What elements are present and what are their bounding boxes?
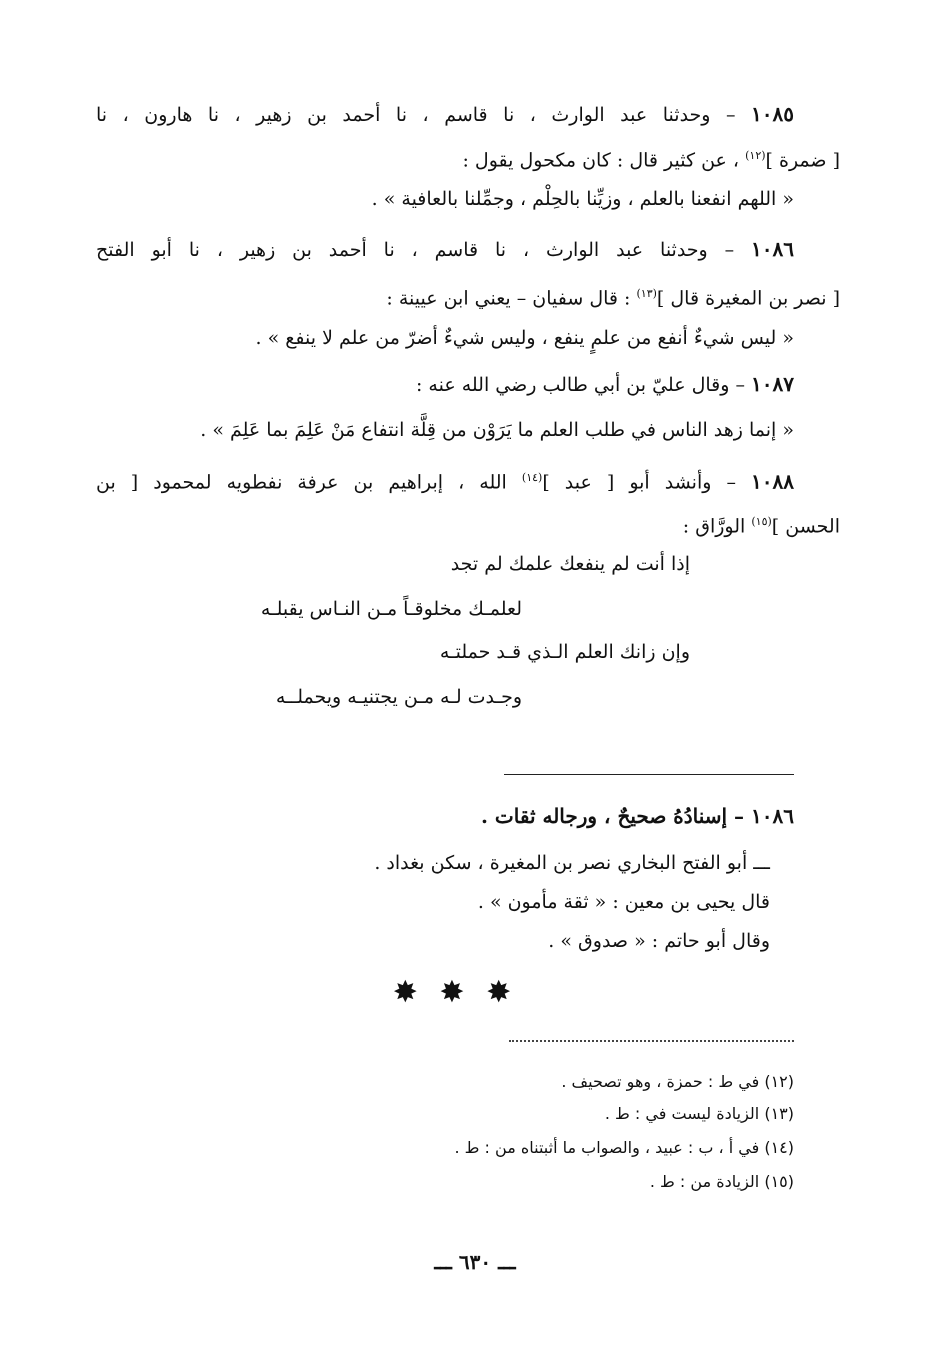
- star-separator-icon: ✸ ✸ ✸: [392, 975, 518, 1010]
- entry-text: – وحدثنا عبد الوارث ، نا قاسم ، نا أحمد بن زهير ، نا أبو الفتح: [96, 239, 735, 261]
- entry-1085-quote: « اللهم انفعنا بالعلم ، وزيِّنا بالحِلْم ، وجمِّلنا بالعافية » .: [371, 188, 794, 210]
- footnote-12: (١٢) في ط : حمزة ، وهو تصحيف .: [561, 1072, 794, 1091]
- commentary-line-2: قال يحيى بن معين : « ثقة مأمون » .: [477, 891, 770, 913]
- commentary-divider: [504, 774, 794, 775]
- entry-text: : قال سفيان – يعني ابن عيينة :: [386, 287, 631, 310]
- entry-1085-line-1: [96, 100, 794, 129]
- entry-text: – وحدثنا عبد الوارث ، نا قاسم ، نا أحمد بن زهير ، نا هارون ، نا: [96, 104, 736, 126]
- footnote-ref: (١٢): [745, 149, 766, 162]
- entry-1088-line-2: [683, 508, 840, 540]
- page-number: ـــ ٦٣٠ ـــ: [434, 1250, 516, 1274]
- entry-1088-line-1: [96, 464, 794, 496]
- entry-text: الله ، إبراهيم بن عرفة نفطويه لمحمود [ بن: [96, 471, 507, 494]
- commentary-heading: ١٠٨٦ – إسنادُهُ صحيحٌ ، ورجاله ثقات .: [481, 804, 794, 828]
- verse-2: لعلمـك مخلوقـاً مـن النـاس يقبلـه: [260, 598, 522, 620]
- footnote-divider: [509, 1040, 794, 1042]
- entry-number: ١٠٨٥: [751, 102, 794, 126]
- verse-1: إذا أنت لم ينفعك علمك لم تجد: [450, 553, 690, 575]
- entry-text: الورَّاق :: [682, 515, 746, 538]
- entry-1086-line-2: [386, 280, 840, 312]
- footnote-ref: (١٥): [751, 515, 772, 528]
- entry-1085-line-2: [462, 142, 840, 174]
- footnote-15: (١٥) الزيادة من : ط .: [649, 1172, 794, 1191]
- entry-1087-quote: « إنما زهد الناس في طلب العلم ما يَرَوْن من قِلَّة انتفاع مَنْ عَلِمَ بما عَلِمَ » .: [200, 419, 794, 441]
- footnote-13: (١٣) الزيادة ليست في : ط .: [604, 1104, 794, 1123]
- bracket-text: الحسن ]: [771, 515, 840, 538]
- footnote-ref: (١٤): [521, 471, 543, 484]
- entry-1087-line-1: [416, 370, 794, 399]
- footnote-14: (١٤) في أ ، ب : عبيد ، والصواب ما أثبتناه من : ط .: [454, 1138, 794, 1157]
- entry-number: ١٠٨٨: [751, 469, 794, 494]
- verse-4: وجـدت لـه مـن يجتنيـه ويحملــه: [275, 686, 522, 708]
- entry-number: ١٠٨٧: [751, 372, 794, 396]
- entry-number: ١٠٨٦: [751, 237, 794, 261]
- entry-1086-line-1: [96, 235, 794, 264]
- commentary-line-3: وقال أبو حاتم : « صدوق » .: [548, 930, 770, 952]
- entry-text: ، عن كثير قال : كان مكحول يقول :: [462, 149, 740, 172]
- commentary-line-1: ـــ أبو الفتح البخاري نصر بن المغيرة ، سكن بغداد .: [374, 852, 770, 874]
- entry-1086-quote: « ليس شيءٌ أنفع من علمٍ ينفع ، وليس شيءٌ أضرّ من علم لا ينفع » .: [255, 327, 794, 349]
- bracket-text: [ ضمرة ]: [765, 149, 840, 172]
- bracket-text: [ نصر بن المغيرة قال ]: [656, 287, 840, 310]
- entry-text: – وأنشد أبو [ عبد ]: [542, 471, 736, 494]
- footnote-ref: (١٣): [636, 287, 657, 300]
- verse-3: وإن زانك العلم الـذي قـد حملتـه: [439, 641, 690, 663]
- entry-text: – وقال عليّ بن أبي طالب رضي الله عنه :: [415, 374, 745, 396]
